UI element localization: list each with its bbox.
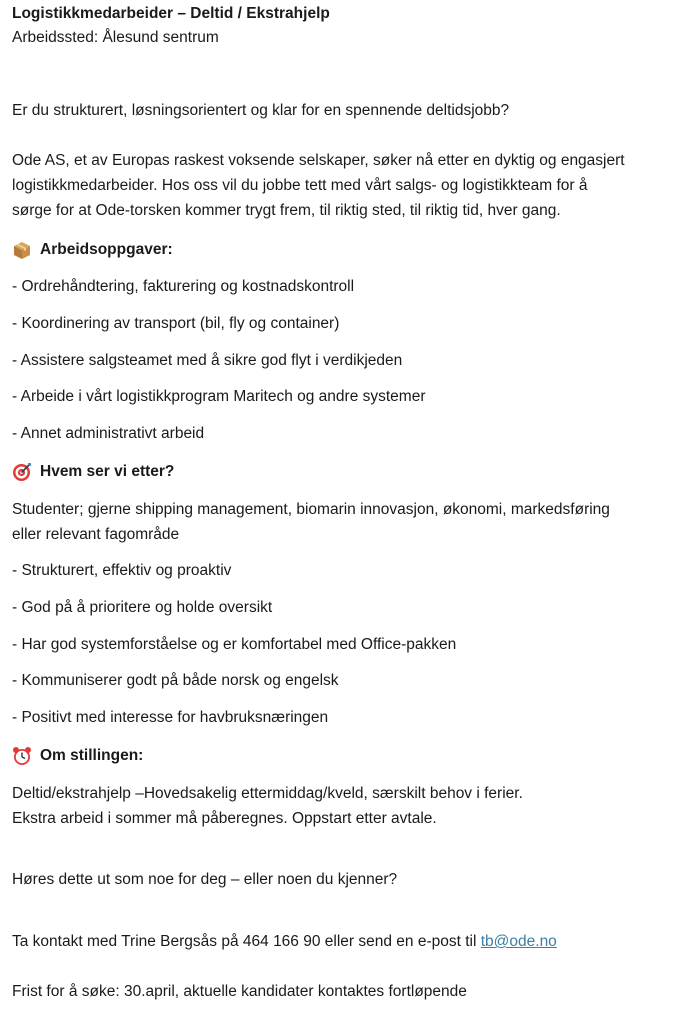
contact-line: [12, 929, 557, 954]
job-title: Logistikkmedarbeider – Deltid / Ekstrahjelp: [12, 5, 330, 22]
profile-item: - God på å prioritere og holde oversikt: [12, 599, 273, 616]
intro-line-2: logistikkmedarbeider. Hos oss vil du jobbe tett med vårt salgs- og logistikkteam for å: [12, 177, 588, 194]
profile-students-line-2: eller relevant fagområde: [12, 526, 180, 543]
profile-item: - Positivt med interesse for havbruksnæringen: [12, 709, 329, 726]
task-item: - Assistere salgsteamet med å sikre god flyt i verdikjeden: [12, 352, 403, 369]
profile-heading-text: Hvem ser vi etter?: [40, 463, 175, 480]
intro-line-1: Ode AS, et av Europas raskest voksende selskaper, søker nå etter en dyktig og engasjert: [12, 152, 625, 169]
email-link[interactable]: tb@ode.no: [480, 933, 557, 950]
position-line-1: Deltid/ekstrahjelp –Hovedsakelig ettermiddag/kveld, særskilt behov i ferier.: [12, 785, 523, 802]
target-icon: [12, 462, 32, 482]
tasks-heading: [12, 237, 173, 262]
intro-question: Er du strukturert, løsningsorientert og klar for en spennende deltidsjobb?: [12, 102, 510, 119]
intro-line-3: sørge for at Ode-torsken kommer trygt frem, til riktig sted, til riktig tid, hver gang.: [12, 202, 561, 219]
task-item: - Ordrehåndtering, fakturering og kostnadskontroll: [12, 278, 355, 295]
profile-heading: [12, 459, 174, 484]
alarm-clock-icon: [12, 746, 32, 766]
position-heading: [12, 743, 143, 768]
deadline-text: Frist for å søke: 30.april, aktuelle kandidater kontaktes fortløpende: [12, 983, 467, 1000]
position-heading-text: Om stillingen:: [40, 747, 144, 764]
job-location: Arbeidssted: Ålesund sentrum: [12, 29, 219, 46]
task-item: - Arbeide i vårt logistikkprogram Maritech og andre systemer: [12, 388, 426, 405]
profile-item: - Har god systemforståelse og er komfortabel med Office-pakken: [12, 636, 457, 653]
task-item: - Annet administrativt arbeid: [12, 425, 205, 442]
position-line-2: Ekstra arbeid i sommer må påberegnes. Oppstart etter avtale.: [12, 810, 437, 827]
task-item: - Koordinering av transport (bil, fly og container): [12, 315, 340, 332]
package-icon: [12, 240, 32, 260]
profile-students-line-1: Studenter; gjerne shipping management, biomarin innovasjon, økonomi, markedsføring: [12, 501, 610, 518]
closing-question: Høres dette ut som noe for deg – eller noen du kjenner?: [12, 871, 398, 888]
contact-text: Ta kontakt med Trine Bergsås på 464 166 90 eller send en e-post til: [12, 933, 481, 950]
tasks-heading-text: Arbeidsoppgaver:: [40, 241, 173, 258]
profile-item: - Strukturert, effektiv og proaktiv: [12, 562, 232, 579]
profile-item: - Kommuniserer godt på både norsk og engelsk: [12, 672, 339, 689]
